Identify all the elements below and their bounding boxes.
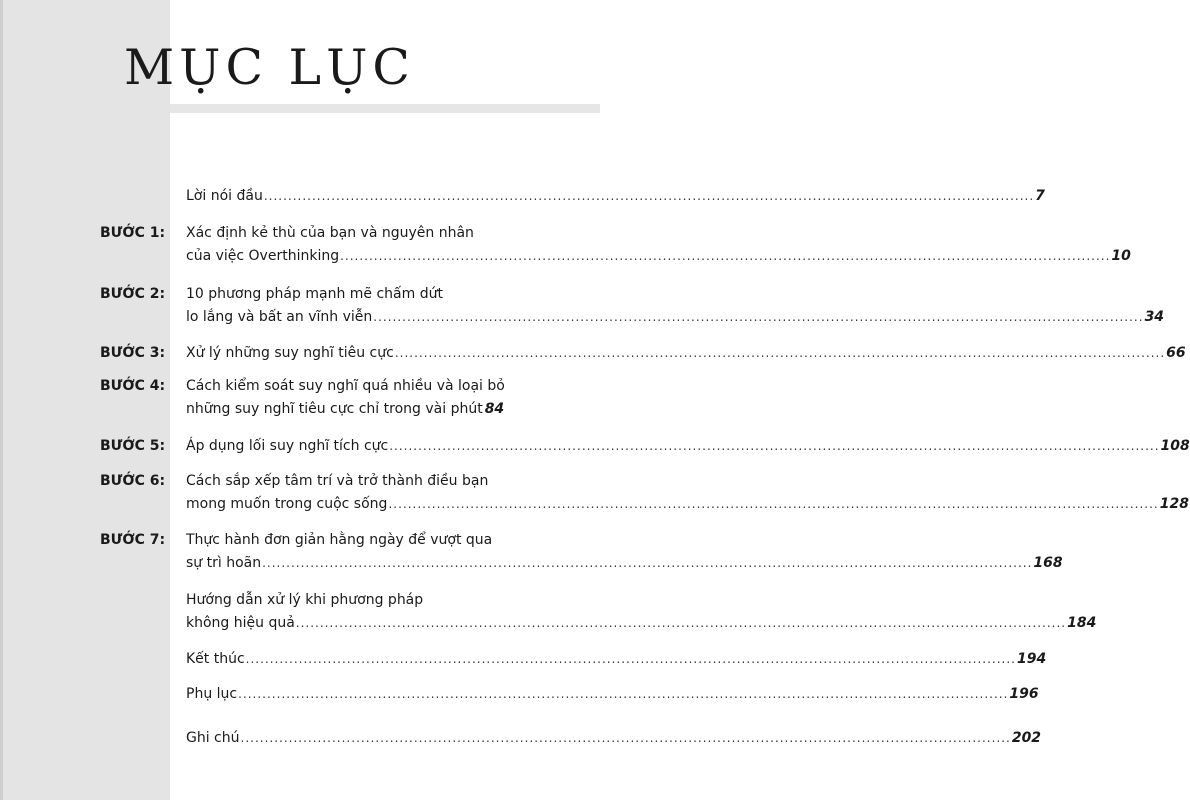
left-edge-shade	[0, 0, 3, 800]
entry-title-text: Ghi chú	[186, 730, 240, 746]
toc-entry[interactable]	[186, 471, 1189, 514]
step-label: BƯỚC 2:	[100, 286, 166, 302]
toc-entry[interactable]	[186, 186, 1045, 206]
entry-title-line: Cách sắp xếp tâm trí và trở thành điều bạn	[186, 473, 489, 489]
entry-title-line: Thực hành đơn giản hằng ngày để vượt qua	[186, 532, 493, 548]
entry-last-line	[186, 246, 1131, 266]
toc-entry[interactable]	[186, 436, 1190, 456]
entry-title-text: Áp dụng lối suy nghĩ tích cực	[186, 438, 389, 454]
entry-last-line	[186, 307, 1165, 327]
left-gray-margin	[0, 0, 170, 800]
entry-title-text: lo lắng và bất an vĩnh viễn	[186, 309, 373, 325]
entry-title-text: Kết thúc	[186, 651, 245, 667]
dot-leader: ................................................................................................................................................................	[238, 687, 1009, 701]
page-number: 84	[484, 401, 505, 417]
entry-title-text: sự trì hoãn	[186, 555, 262, 571]
page-number: 194	[1016, 651, 1047, 667]
page-number: 66	[1166, 345, 1186, 361]
dot-leader: ................................................................................................................................................................	[295, 616, 1067, 630]
step-label: BƯỚC 5:	[100, 438, 166, 454]
dot-leader: ................................................................................................................................................................	[262, 556, 1033, 570]
page-number: 168	[1033, 555, 1063, 571]
toc-entry[interactable]	[186, 223, 1131, 266]
toc-entry[interactable]	[186, 590, 1097, 633]
step-label: BƯỚC 7:	[100, 532, 166, 548]
entry-title-text: của việc Overthinking	[186, 248, 340, 264]
toc-entry[interactable]	[186, 376, 504, 419]
toc-entry[interactable]	[186, 728, 1042, 748]
page-number: 10	[1111, 248, 1131, 264]
entry-last-line	[186, 494, 1189, 514]
page-number: 196	[1009, 686, 1039, 702]
entry-last-line	[186, 684, 1039, 704]
entry-title-text: những suy nghĩ tiêu cực chỉ trong vài phút	[186, 401, 483, 417]
step-label: BƯỚC 1:	[100, 225, 166, 241]
entry-last-line	[186, 186, 1045, 206]
dot-leader: ................................................................................................................................................................	[394, 346, 1166, 360]
entry-last-line	[186, 343, 1186, 363]
entry-title-text: Lời nói đầu	[186, 188, 263, 204]
entry-title-line: Xác định kẻ thù của bạn và nguyên nhân	[186, 225, 474, 241]
entry-title-text: Phụ lục	[186, 686, 238, 702]
step-label: BƯỚC 6:	[100, 473, 166, 489]
entry-last-line	[186, 553, 1063, 573]
page-number: 128	[1159, 496, 1189, 512]
step-label: BƯỚC 3:	[100, 345, 166, 361]
entry-title-line: Cách kiểm soát suy nghĩ quá nhiều và loại bỏ	[186, 378, 505, 394]
step-label: BƯỚC 4:	[100, 378, 166, 394]
dot-leader: ................................................................................................................................................................	[389, 439, 1160, 453]
page-number: 34	[1144, 309, 1165, 325]
entry-last-line	[186, 399, 504, 419]
toc-entry[interactable]	[186, 684, 1039, 704]
dot-leader: ................................................................................................................................................................	[240, 731, 1011, 745]
entry-last-line	[186, 728, 1042, 748]
entry-last-line	[186, 649, 1047, 669]
toc-entry[interactable]	[186, 284, 1165, 327]
entry-title-text: không hiệu quả	[186, 615, 295, 631]
toc-entry[interactable]	[186, 530, 1063, 573]
toc-entry[interactable]	[186, 649, 1047, 669]
page-title: MỤC LỤC	[124, 39, 415, 96]
dot-leader: ................................................................................................................................................................	[340, 249, 1111, 263]
page-number: 184	[1067, 615, 1097, 631]
entry-title-line: 10 phương pháp mạnh mẽ chấm dứt	[186, 286, 443, 302]
dot-leader: ................................................................................................................................................................	[388, 497, 1159, 511]
dot-leader: ................................................................................................................................................................	[373, 310, 1144, 324]
title-underline-band	[170, 104, 600, 113]
entry-title-text: Xử lý những suy nghĩ tiêu cực	[186, 345, 394, 361]
page-number: 202	[1011, 730, 1042, 746]
entry-title-line: Hướng dẫn xử lý khi phương pháp	[186, 592, 424, 608]
page-number: 108	[1160, 438, 1190, 454]
page-number: 7	[1035, 188, 1045, 204]
entry-title-text: mong muốn trong cuộc sống	[186, 496, 388, 512]
entry-last-line	[186, 613, 1097, 633]
dot-leader: ................................................................................................................................................................	[263, 189, 1035, 203]
dot-leader: ................................................................................................................................................................	[245, 652, 1016, 666]
entry-last-line	[186, 436, 1190, 456]
toc-entry[interactable]	[186, 343, 1186, 363]
